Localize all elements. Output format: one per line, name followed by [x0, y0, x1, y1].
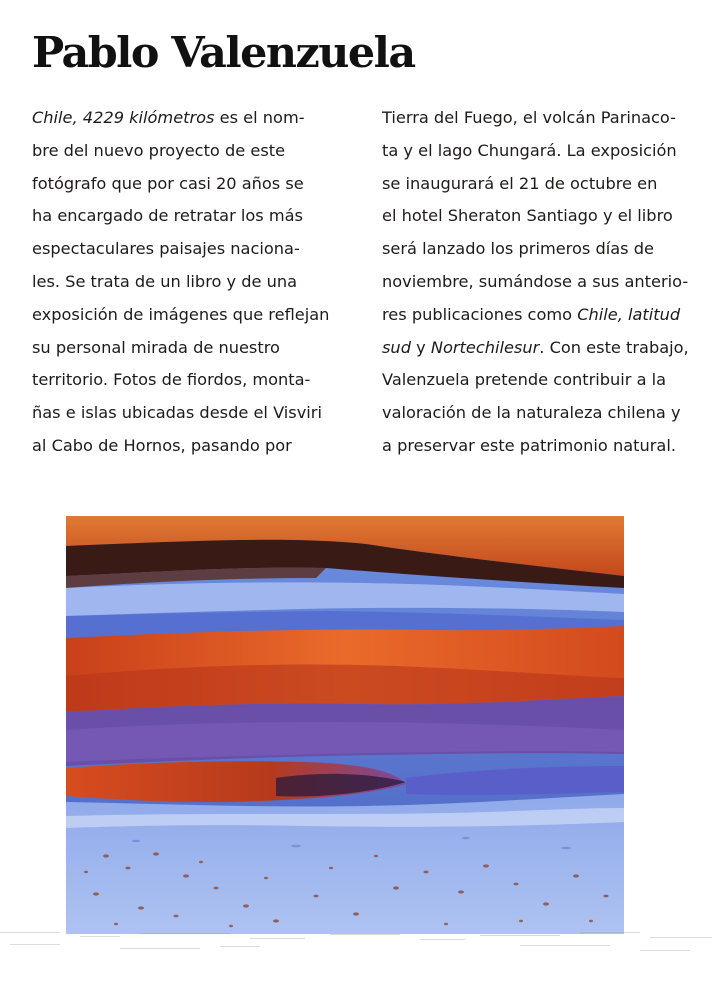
- text-run: su personal mirada de nuestro: [32, 337, 280, 357]
- article-title: Pablo Valenzuela: [32, 28, 415, 77]
- text-line: [382, 200, 692, 233]
- text-line: [382, 266, 692, 299]
- text-run: ñas e islas ubicadas desde el Visviri: [32, 403, 322, 423]
- text-line: [382, 430, 692, 463]
- text-line: [32, 299, 350, 332]
- text-line: [32, 102, 350, 135]
- text-run: será lanzado los primeros días de: [382, 239, 654, 259]
- text-run: es el nom-: [214, 108, 305, 127]
- text-line: [32, 397, 350, 430]
- right-text-column: [382, 102, 692, 463]
- text-line: [382, 135, 692, 168]
- text-run: el hotel Sheraton Santiago y el libro: [382, 206, 673, 226]
- scan-artifact: [0, 930, 712, 970]
- landscape-photo: [66, 516, 624, 934]
- text-run: ta y el lago Chungará. La exposición: [382, 140, 677, 160]
- text-run: territorio. Fotos de fiordos, monta-: [32, 370, 311, 390]
- text-run: al Cabo de Hornos, pasando por: [32, 435, 292, 455]
- text-line: [382, 168, 692, 201]
- text-line: [382, 397, 692, 430]
- text-run: a preservar este patrimonio natural.: [382, 435, 676, 455]
- text-run: se inaugurará el 21 de octubre en: [382, 173, 658, 193]
- text-line: [382, 332, 692, 365]
- text-line: [32, 135, 350, 168]
- text-run: valoración de la naturaleza chilena y: [382, 403, 681, 423]
- text-run: les. Se trata de un libro y de una: [32, 271, 298, 291]
- text-line: [382, 233, 692, 266]
- italic-title: Chile, 4229 kilómetros: [32, 108, 215, 127]
- text-line: [32, 200, 350, 233]
- text-run: Tierra del Fuego, el volcán Parinaco-: [382, 108, 676, 127]
- italic-title: Nortechilesur: [430, 337, 540, 357]
- text-line: [32, 332, 350, 365]
- text-line: [32, 168, 350, 201]
- text-run: res publicaciones como: [382, 304, 578, 324]
- italic-title: sud: [382, 337, 411, 357]
- italic-title: Chile, latitud: [577, 304, 681, 324]
- text-run: y: [410, 337, 431, 357]
- landscape-photo-graphic: [66, 516, 624, 934]
- text-line: [32, 233, 350, 266]
- left-text-column: [32, 102, 350, 463]
- text-run: exposición de imágenes que reflejan: [32, 304, 330, 324]
- text-line: [382, 102, 692, 135]
- text-run: noviembre, sumándose a sus anterio-: [382, 271, 689, 291]
- text-line: [382, 299, 692, 332]
- text-line: [32, 266, 350, 299]
- text-run: Valenzuela pretende contribuir a la: [382, 370, 667, 390]
- text-line: [32, 430, 350, 463]
- text-line: [382, 364, 692, 397]
- text-run: espectaculares paisajes naciona-: [32, 239, 300, 259]
- text-run: . Con este trabajo,: [539, 337, 689, 357]
- text-line: [32, 364, 350, 397]
- text-run: fotógrafo que por casi 20 años se: [32, 173, 304, 193]
- text-run: bre del nuevo proyecto de este: [32, 140, 286, 160]
- text-run: ha encargado de retratar los más: [32, 206, 303, 226]
